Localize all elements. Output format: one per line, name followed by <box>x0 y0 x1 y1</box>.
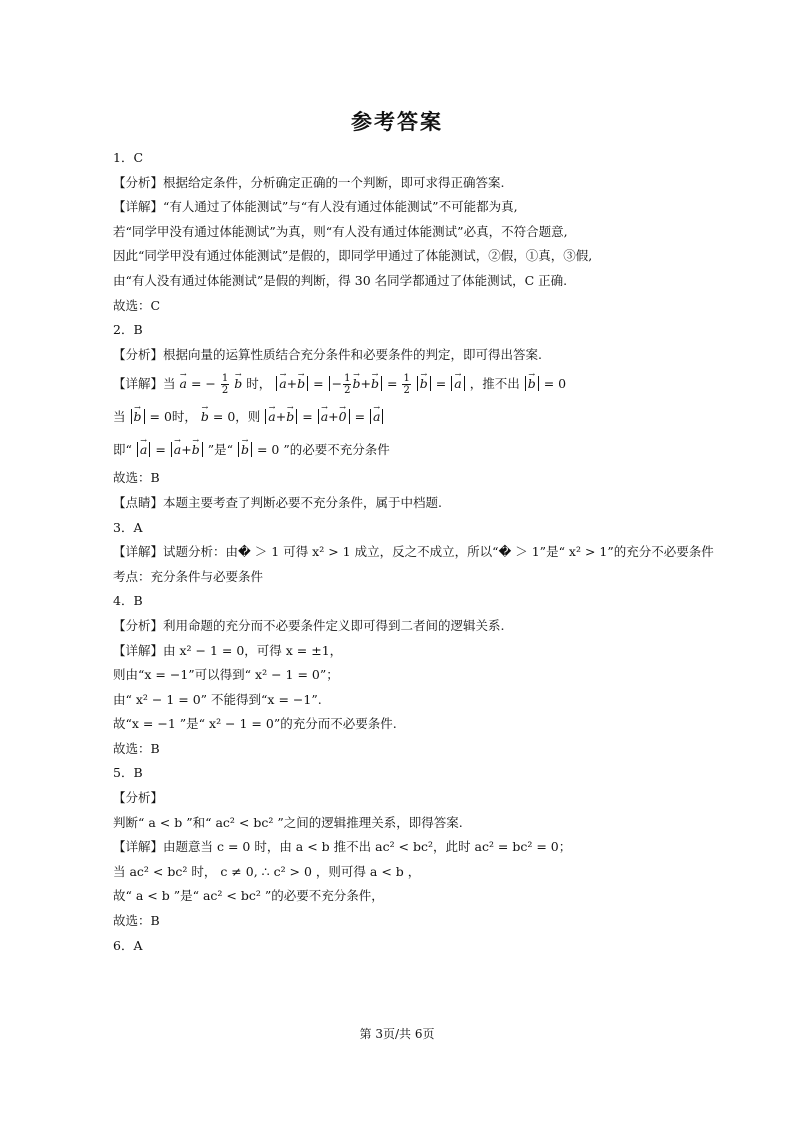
abs-neg-half-b-plus-b <box>329 373 382 397</box>
math-op: = <box>354 409 366 425</box>
math-op: = − <box>190 376 216 392</box>
vector-b: → b <box>528 367 536 400</box>
fraction-numerator: 1 <box>403 373 410 385</box>
abs-b <box>131 409 145 424</box>
text-line: 判断“ a < b ”和“ ac² < bc² ”之间的逻辑推理关系，即得答案. <box>113 814 463 830</box>
text-line: 由“有人没有通过体能测试”是假的判断，得 30 名同学都通过了体能测试，C 正确. <box>113 272 568 288</box>
vector-a: → a <box>454 367 461 400</box>
q2-detail-line-2 <box>113 400 693 433</box>
text-line: 2．B <box>113 322 143 338</box>
abs-a <box>370 409 383 424</box>
math-text: ，推不出 <box>469 376 520 392</box>
abs-a-plus-b <box>171 442 203 457</box>
math-text: = 0，则 <box>212 409 261 425</box>
fraction-half <box>402 373 410 396</box>
abs-a <box>137 442 150 457</box>
text-line: 【详解】由 x² − 1 = 0，可得 x = ±1， <box>113 642 343 658</box>
vector-a: → a <box>279 367 286 400</box>
math-op: = 0 <box>256 442 280 458</box>
vector-a: → a <box>174 433 181 466</box>
text-line: 若“同学甲没有通过体能测试”为真，则“有人没有通过体能测试”必真，不符合题意, <box>113 223 568 239</box>
abs-b <box>417 376 431 391</box>
page-footer: 第 3页/共 6页 <box>359 1027 435 1041</box>
text-line: 3．A <box>113 519 143 535</box>
math-op: + <box>181 442 192 458</box>
math-text: ”是“ <box>207 442 233 458</box>
vector-a: → a <box>180 367 187 400</box>
fraction-denominator: 2 <box>344 385 351 397</box>
math-op: = <box>313 376 324 392</box>
vector-a: → a <box>268 400 275 433</box>
abs-b <box>525 376 539 391</box>
text-line: 【分析】根据向量的运算性质结合充分条件和必要条件的判定，即可得出答案. <box>113 346 542 362</box>
vector-a: → a <box>373 400 380 433</box>
text-line: 【详解】由题意当 c = 0 时，由 a < b 推不出 ac² < bc²，此时 ac² = bc² = 0； <box>113 839 572 855</box>
fraction-denominator: 2 <box>221 385 229 397</box>
abs-a <box>451 376 464 391</box>
math-op: = <box>386 376 398 392</box>
vector-b: → b <box>286 400 294 433</box>
text-line: 故“x = −1 ”是“ x² − 1 = 0”的充分而不必要条件. <box>113 716 397 732</box>
text-line: 【详解】试题分析：由� ＞ 1 可得 x² > 1 成立，反之不成立，所以“� ＞ 1”是“ x² > 1”的充分不必要条件 <box>113 544 714 560</box>
math-op: = 0 <box>543 376 567 392</box>
vector-b: → b <box>241 433 249 466</box>
text-line: 当 ac² < bc² 时， c ≠ 0, ∴ c² > 0 ，则可得 a < b ， <box>113 863 421 879</box>
text-line: 故“ a < b ”是“ ac² < bc² ”的必要不充分条件， <box>113 888 384 904</box>
vector-b: → b <box>134 400 142 433</box>
vector-b: → b <box>234 367 242 400</box>
text-line: 【点睛】本题主要考查了判断必要不充分条件，属于中档题. <box>113 494 442 510</box>
page-title: 参考答案 <box>351 110 443 134</box>
math-text: ”的必要不充分条件 <box>283 442 390 458</box>
math-op: + <box>275 409 287 425</box>
abs-a-plus-zero <box>318 409 350 424</box>
fraction-denominator: 2 <box>403 385 410 397</box>
text-line: 考点：充分条件与必要条件 <box>113 568 264 584</box>
text-line: 6．A <box>113 937 143 953</box>
text-line: 【分析】根据给定条件，分析确定正确的一个判断，即可求得正确答案. <box>113 174 505 190</box>
math-op: = <box>155 442 166 458</box>
math-text: 时， <box>246 376 272 392</box>
text-line: 故选：B <box>113 740 160 756</box>
math-text: 当 <box>113 409 126 425</box>
text-line: 由“ x² − 1 = 0” 不能得到“x = −1”. <box>113 691 322 707</box>
fraction-numerator: 1 <box>344 373 351 385</box>
vector-b: → b <box>371 367 379 400</box>
fraction-numerator: 1 <box>221 373 229 385</box>
fraction-half <box>221 373 229 396</box>
vector-a: → a <box>321 400 328 433</box>
abs-a-plus-b <box>276 376 308 391</box>
math-op: = <box>302 409 313 425</box>
text-line: 1．C <box>113 150 144 165</box>
q2-detail-prefix: 【详解】当 <box>113 376 176 392</box>
answer-content <box>113 146 714 958</box>
math-op: − <box>331 376 343 392</box>
text-line: 故选：C <box>113 297 161 313</box>
text-line: 故选：B <box>113 470 160 486</box>
math-text: 即“ <box>113 442 132 458</box>
text-line: 【详解】“有人通过了体能测试”与“有人没有通过体能测试”不可能都为真, <box>113 199 518 215</box>
text-line: 因此“同学甲没有通过体能测试”是假的，即同学甲通过了体能测试，②假，①真，③假, <box>113 248 593 264</box>
math-op: = <box>435 376 447 392</box>
vector-zero: → 0 <box>339 400 347 433</box>
vector-b: → b <box>201 400 209 433</box>
abs-a-plus-b <box>265 409 297 424</box>
text-line: 5．B <box>113 765 143 781</box>
math-op: + <box>286 376 298 392</box>
text-line: 4．B <box>113 593 143 609</box>
math-text: = 0时， <box>149 409 197 425</box>
text-line: 【分析】 <box>113 790 164 806</box>
vector-b: → b <box>352 367 360 400</box>
vector-b: → b <box>297 367 305 400</box>
text-line: 则由“x = −1”可以得到“ x² − 1 = 0”； <box>113 667 339 683</box>
text-line: 【分析】利用命题的充分而不必要条件定义即可得到二者间的逻辑关系. <box>113 617 505 633</box>
vector-b: → b <box>420 367 428 400</box>
abs-b <box>238 442 252 457</box>
q2-detail-line-3 <box>113 433 693 466</box>
math-op: + <box>328 409 339 425</box>
text-line: 故选：B <box>113 913 160 929</box>
vector-a: → a <box>140 433 147 466</box>
math-op: + <box>360 376 371 392</box>
vector-b: → b <box>192 433 200 466</box>
